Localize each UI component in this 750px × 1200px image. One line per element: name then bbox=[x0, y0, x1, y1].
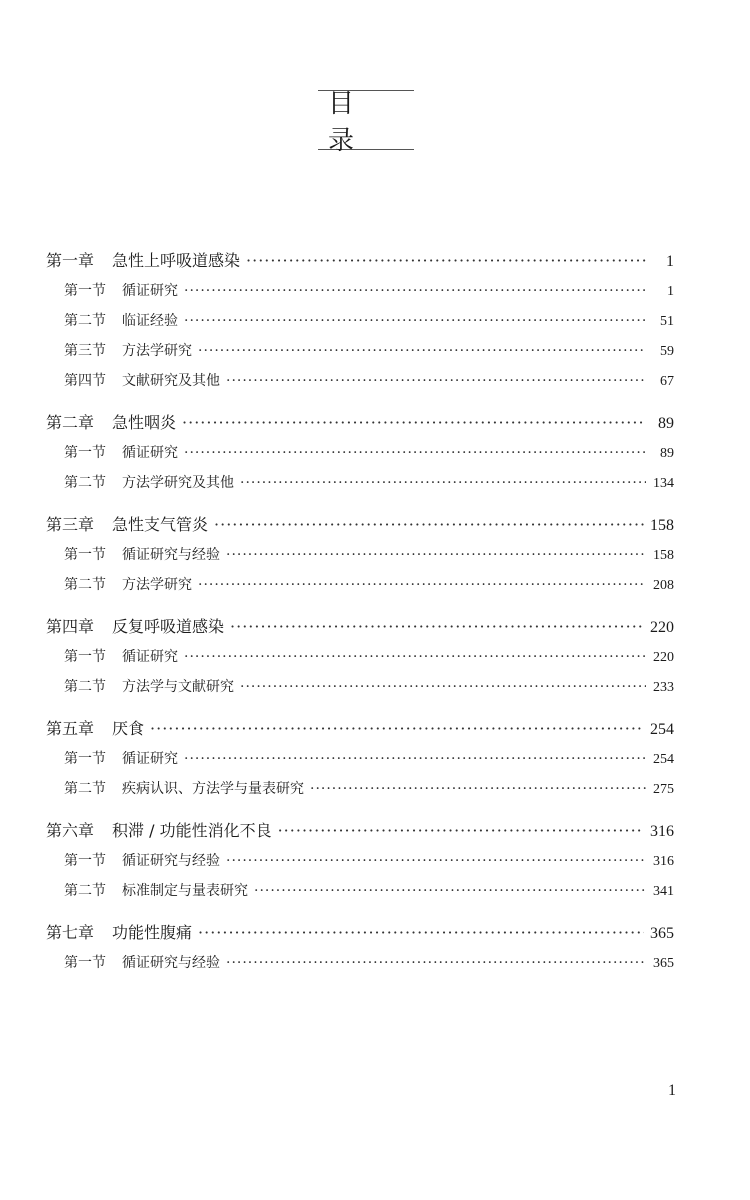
chapter-number: 第二章 bbox=[46, 413, 95, 432]
section-page-number: 220 bbox=[653, 650, 674, 665]
chapter-title: 急性支气管炎 bbox=[112, 515, 209, 534]
toc-section-entry[interactable] bbox=[64, 280, 674, 310]
leader-dots bbox=[214, 515, 644, 534]
section-page-number: 1 bbox=[667, 284, 674, 299]
toc-section-entry[interactable] bbox=[64, 646, 674, 676]
leader-dots bbox=[278, 821, 644, 840]
section-title: 循证研究 bbox=[122, 283, 178, 299]
section-page-number: 59 bbox=[660, 344, 674, 359]
section-number: 第二节 bbox=[64, 883, 106, 899]
section-page-number: 51 bbox=[660, 314, 674, 329]
toc-title-box bbox=[318, 89, 429, 156]
section-title: 循证研究与经验 bbox=[122, 955, 220, 971]
toc-section-entry[interactable] bbox=[64, 340, 674, 370]
leader-dots bbox=[198, 923, 644, 942]
section-title: 循证研究 bbox=[122, 445, 178, 461]
section-page-number: 254 bbox=[653, 752, 674, 767]
page-number: 1 bbox=[668, 1082, 676, 1099]
toc-section-entry[interactable] bbox=[64, 778, 674, 808]
chapter-page-number: 365 bbox=[650, 925, 674, 942]
leader-dots bbox=[184, 283, 646, 299]
toc-chapter-entry[interactable] bbox=[46, 614, 674, 646]
section-page-number: 275 bbox=[653, 782, 674, 797]
chapter-page-number: 89 bbox=[658, 415, 674, 432]
leader-dots bbox=[226, 955, 646, 971]
section-number: 第一节 bbox=[64, 547, 106, 563]
toc-section-entry[interactable] bbox=[64, 472, 674, 502]
chapter-number: 第五章 bbox=[46, 719, 95, 738]
leader-dots bbox=[240, 475, 646, 491]
toc-chapter-entry[interactable] bbox=[46, 410, 674, 442]
chapter-number: 第四章 bbox=[46, 617, 95, 636]
chapter-title: 积滞 / 功能性消化不良 bbox=[112, 821, 272, 840]
chapter-number: 第一章 bbox=[46, 251, 95, 270]
toc-section-entry[interactable] bbox=[64, 880, 674, 910]
toc-section-entry[interactable] bbox=[64, 952, 674, 982]
section-page-number: 316 bbox=[653, 854, 674, 869]
section-title: 方法学与文献研究 bbox=[122, 679, 234, 695]
chapter-page-number: 1 bbox=[666, 253, 674, 270]
toc-section-entry[interactable] bbox=[64, 442, 674, 472]
section-number: 第三节 bbox=[64, 343, 106, 359]
section-page-number: 158 bbox=[653, 548, 674, 563]
toc-section-entry[interactable] bbox=[64, 370, 674, 400]
leader-dots bbox=[230, 617, 644, 636]
section-number: 第二节 bbox=[64, 679, 106, 695]
leader-dots bbox=[226, 373, 646, 389]
leader-dots bbox=[226, 547, 646, 563]
chapter-number: 第七章 bbox=[46, 923, 95, 942]
section-page-number: 365 bbox=[653, 956, 674, 971]
section-number: 第四节 bbox=[64, 373, 106, 389]
chapter-title: 急性上呼吸道感染 bbox=[112, 251, 241, 270]
toc-chapter-entry[interactable] bbox=[46, 920, 674, 952]
toc-section-entry[interactable] bbox=[64, 544, 674, 574]
leader-dots bbox=[198, 577, 646, 593]
leader-dots bbox=[184, 313, 646, 329]
section-number: 第一节 bbox=[64, 853, 106, 869]
section-title: 标准制定与量表研究 bbox=[122, 883, 248, 899]
section-title: 循证研究 bbox=[122, 751, 178, 767]
section-title: 循证研究与经验 bbox=[122, 547, 220, 563]
section-title: 文献研究及其他 bbox=[122, 373, 220, 389]
toc-chapter-entry[interactable] bbox=[46, 716, 674, 748]
chapter-number: 第六章 bbox=[46, 821, 95, 840]
section-number: 第一节 bbox=[64, 751, 106, 767]
toc-section-entry[interactable] bbox=[64, 574, 674, 604]
toc-chapter-entry[interactable] bbox=[46, 512, 674, 544]
chapter-page-number: 254 bbox=[650, 721, 674, 738]
section-number: 第一节 bbox=[64, 649, 106, 665]
section-title: 方法学研究 bbox=[122, 577, 192, 593]
section-page-number: 233 bbox=[653, 680, 674, 695]
section-title: 循证研究 bbox=[122, 649, 178, 665]
section-page-number: 67 bbox=[660, 374, 674, 389]
section-title: 疾病认识、方法学与量表研究 bbox=[122, 781, 304, 797]
leader-dots bbox=[184, 649, 646, 665]
chapter-page-number: 316 bbox=[650, 823, 674, 840]
chapter-page-number: 220 bbox=[650, 619, 674, 636]
section-number: 第二节 bbox=[64, 577, 106, 593]
section-number: 第一节 bbox=[64, 445, 106, 461]
chapter-page-number: 158 bbox=[650, 517, 674, 534]
section-title: 方法学研究 bbox=[122, 343, 192, 359]
section-page-number: 341 bbox=[653, 884, 674, 899]
chapter-title: 厌食 bbox=[112, 719, 145, 738]
section-page-number: 89 bbox=[660, 446, 674, 461]
section-page-number: 208 bbox=[653, 578, 674, 593]
section-title: 方法学研究及其他 bbox=[122, 475, 234, 491]
leader-dots bbox=[150, 719, 644, 738]
leader-dots bbox=[226, 853, 646, 869]
section-number: 第二节 bbox=[64, 781, 106, 797]
chapter-title: 急性咽炎 bbox=[112, 413, 177, 432]
section-title: 循证研究与经验 bbox=[122, 853, 220, 869]
chapter-title: 反复呼吸道感染 bbox=[112, 617, 225, 636]
section-number: 第二节 bbox=[64, 313, 106, 329]
toc-chapter-entry[interactable] bbox=[46, 818, 674, 850]
section-page-number: 134 bbox=[653, 476, 674, 491]
leader-dots bbox=[254, 883, 646, 899]
toc-section-entry[interactable] bbox=[64, 850, 674, 880]
page-title: 目 录 bbox=[328, 89, 429, 156]
toc-section-entry[interactable] bbox=[64, 310, 674, 340]
leader-dots bbox=[240, 679, 646, 695]
leader-dots bbox=[198, 343, 646, 359]
leader-dots bbox=[184, 751, 646, 767]
toc-section-entry[interactable] bbox=[64, 748, 674, 778]
section-number: 第一节 bbox=[64, 955, 106, 971]
section-number: 第二节 bbox=[64, 475, 106, 491]
leader-dots bbox=[182, 413, 646, 432]
toc-section-entry[interactable] bbox=[64, 676, 674, 706]
leader-dots bbox=[184, 445, 646, 461]
section-title: 临证经验 bbox=[122, 313, 178, 329]
leader-dots bbox=[310, 781, 646, 797]
chapter-number: 第三章 bbox=[46, 515, 95, 534]
leader-dots bbox=[246, 251, 646, 270]
toc-chapter-entry[interactable] bbox=[46, 248, 674, 280]
chapter-title: 功能性腹痛 bbox=[112, 923, 193, 942]
table-of-contents bbox=[0, 248, 750, 982]
section-number: 第一节 bbox=[64, 283, 106, 299]
